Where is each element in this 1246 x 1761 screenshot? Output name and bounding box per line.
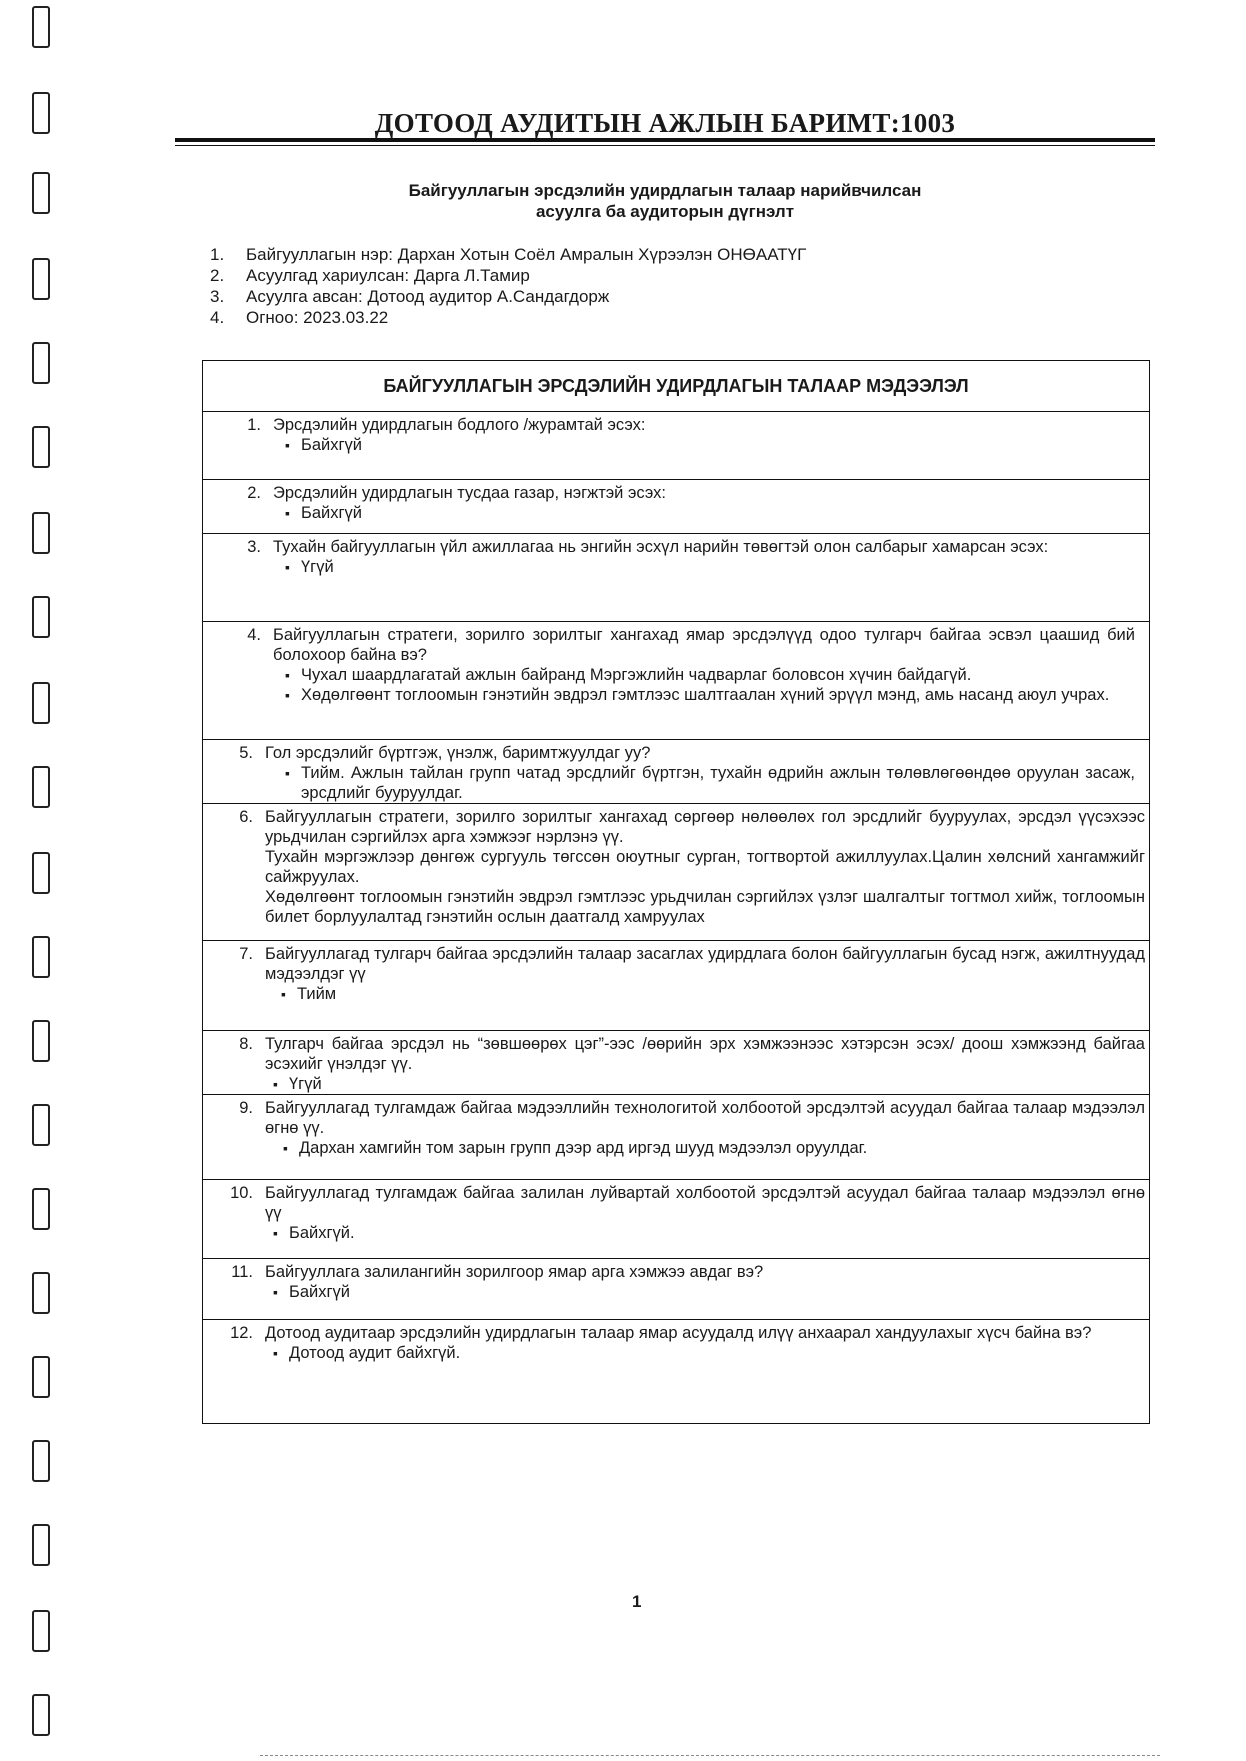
binder-holes [28, 0, 58, 1761]
question-number: 6. [239, 808, 253, 826]
info-item [210, 265, 806, 286]
document-subtitle [280, 180, 1050, 222]
info-list [210, 244, 806, 328]
questionnaire-table [202, 360, 1150, 1424]
question-number: 10. [230, 1184, 253, 1202]
question-number: 7. [239, 945, 253, 963]
table-row [203, 804, 1149, 941]
answer-bullet: ▪ Чухал шаардлагатай ажлын байранд Мэргэжлийн чадварлаг боловсон хүчин байдагүй. [285, 665, 1131, 685]
binder-hole [32, 1104, 50, 1146]
info-text: Огноо: 2023.03.22 [246, 308, 389, 327]
question-text: Байгууллагад тулгарч байгаа эрсдэлийн талаар засаглах удирдлага болон байгууллагын бусад нэгж, ажилтнуудад мэдээлдэг үү [265, 945, 1145, 983]
binder-hole [32, 596, 50, 638]
binder-hole [32, 1440, 50, 1482]
question-number: 4. [247, 626, 261, 644]
binder-hole [32, 1188, 50, 1230]
subtitle-line-1: Байгууллагын эрсдэлийн удирдлагын талаар нарийвчилсан [408, 181, 922, 200]
answer-note: Хөдөлгөөнт тоглоомын гэнэтийн эвдрэл гэмтлээс урьдчилан сэргийлэх үзлэг шалгалтыг тогтмол хийж, тоглоомын билет борлуулалтад гэнэтийн ослын даатгалд хамруулах [265, 888, 1145, 926]
table-row [203, 1180, 1149, 1259]
answer-bullet: ▪ Дотоод аудит байхгүй. [273, 1343, 1141, 1363]
table-row [203, 740, 1149, 804]
answer-bullet: ▪ Байхгүй [285, 503, 1131, 523]
binder-hole [32, 1272, 50, 1314]
answer-bullet: ▪ Тийм. Ажлын тайлан групп чатад эрсдлийг бүртгэн, тухайн өдрийн ажлын төлөвлөгөөндөө оруулан засаж, эрсдлийг бууруулдаг. [285, 763, 1135, 803]
answer-bullet: ▪ Байхгүй. [273, 1223, 1141, 1243]
question-number: 12. [230, 1324, 253, 1342]
question [247, 415, 1135, 435]
binder-hole [32, 682, 50, 724]
table-header: БАЙГУУЛЛАГЫН ЭРСДЭЛИЙН УДИРДЛАГЫН ТАЛААР МЭДЭЭЛЭЛ [203, 361, 1149, 412]
document-title: ДОТООД АУДИТЫН АЖЛЫН БАРИМТ:1003 [374, 108, 956, 138]
info-item [210, 244, 806, 265]
binder-hole [32, 1610, 50, 1652]
question-number: 1. [247, 416, 261, 434]
question [239, 944, 1145, 984]
binder-hole [32, 172, 50, 214]
info-item [210, 286, 806, 307]
answer-bullet: ▪ Хөдөлгөөнт тоглоомын гэнэтийн эвдрэл гэмтлээс шалтгаалан хүний эрүүл мэнд, амь насанд аюул учрах. [285, 685, 1131, 705]
binder-hole [32, 936, 50, 978]
question-number: 11. [231, 1263, 253, 1281]
table-row [203, 622, 1149, 740]
info-number: 2. [210, 266, 225, 285]
scan-edge-mark [260, 1755, 1160, 1756]
question-number: 5. [239, 744, 253, 762]
question-text: Эрсдэлийн удирдлагын тусдаа газар, нэгжтэй эсэх: [273, 484, 666, 502]
info-text: Байгууллагын нэр: Дархан Хотын Соёл Амралын Хүрээлэн ОНӨААТҮГ [246, 245, 807, 264]
table-row [203, 534, 1149, 622]
question-text: Байгууллага залилангийн зорилгоор ямар арга хэмжээ авдаг вэ? [265, 1263, 764, 1281]
binder-hole [32, 426, 50, 468]
question-text: Гол эрсдэлийг бүртгэж, үнэлж, баримтжуулдаг уу? [265, 744, 651, 762]
question [239, 1098, 1145, 1138]
subtitle-line-2: асуулга ба аудиторын дүгнэлт [535, 202, 795, 221]
info-text: Асуулга авсан: Дотоод аудитор А.Сандагдорж [246, 287, 610, 306]
binder-hole [32, 258, 50, 300]
answer-bullet: ▪ Байхгүй [285, 435, 1131, 455]
question [231, 1262, 1145, 1282]
binder-hole [32, 6, 50, 48]
table-row [203, 1031, 1149, 1095]
table-row [203, 941, 1149, 1031]
question-text: Байгууллагад тулгамдаж байгаа мэдээллийн технологитой холбоотой эрсдэлтэй асуудал байгаа талаар мэдээлэл өгнө үү. [265, 1099, 1145, 1137]
question-text: Байгууллагад тулгамдаж байгаа залилан луйвартай холбоотой эрсдэлтэй асуудал байгаа талаар мэдээлэл өгнө үү [265, 1184, 1145, 1222]
table-row [203, 480, 1149, 534]
question [239, 743, 1139, 763]
binder-hole [32, 342, 50, 384]
table-row [203, 1320, 1149, 1421]
binder-hole [32, 1524, 50, 1566]
question-text: Байгууллагын стратеги, зорилго зорилтыг хангахад ямар эрсдэлүүд одоо тулгарч байгаа эсвэл цаашид бий болохоор байна вэ? [273, 626, 1135, 664]
question [230, 1323, 1145, 1343]
question-number: 9. [239, 1099, 253, 1117]
binder-hole [32, 1694, 50, 1736]
question [247, 537, 1135, 557]
page-number: 1 [632, 1592, 642, 1611]
answer-bullet: ▪ Үгүй [285, 557, 1131, 577]
title-rule [175, 138, 1155, 142]
binder-hole [32, 1356, 50, 1398]
table-row [203, 1095, 1149, 1180]
binder-hole [32, 92, 50, 134]
binder-hole [32, 766, 50, 808]
table-row [203, 1259, 1149, 1320]
info-number: 3. [210, 287, 225, 306]
question-number: 8. [239, 1035, 253, 1053]
answer-bullet: ▪ Дархан хамгийн том зарын групп дээр ард иргэд шууд мэдээлэл оруулдаг. [283, 1138, 1141, 1158]
answer-note: Тухайн мэргэжлээр дөнгөж сургууль төгссөн оюутныг сурган, тогтвортой ажиллуулах.Цалин хөлсний хангамжийг сайжруулах. [265, 848, 1145, 886]
question-text: Байгууллагын стратеги, зорилго зорилтыг хангахад сөргөөр нөлөөлөх гол эрсдлийг бууруулах, эрсдэл үүсэхээс урьдчилан сэргийлэх арга хэмжээг нэрлэнэ үү. [265, 808, 1145, 846]
info-number: 4. [210, 308, 225, 327]
answer-bullet: ▪ Тийм [281, 984, 1141, 1004]
question-text: Эрсдэлийн удирдлагын бодлого /журамтай эсэх: [273, 416, 646, 434]
info-item [210, 307, 806, 328]
binder-hole [32, 1020, 50, 1062]
answer-bullet: ▪ Байхгүй [273, 1282, 1141, 1302]
question-text: Дотоод аудитаар эрсдэлийн удирдлагын талаар ямар асуудалд илүү анхаарал хандуулахыг хүсч байна вэ? [265, 1324, 1092, 1342]
question [247, 483, 1135, 503]
question-text: Тулгарч байгаа эрсдэл нь “зөвшөөрөх цэг”-ээс /өөрийн эрх хэмжээнээс хэтэрсэн эсэх/ доош хэмжээнд байгаа эсэхийг үнэлдэг үү. [265, 1035, 1145, 1073]
table-row [203, 412, 1149, 480]
info-text: Асуулгад хариулсан: Дарга Л.Тамир [246, 266, 530, 285]
question-text: Тухайн байгууллагын үйл ажиллагаа нь энгийн эсхүл нарийн төвөгтэй олон салбарыг хамарсан эсэх: [273, 538, 1049, 556]
question-number: 3. [247, 538, 261, 556]
question [247, 625, 1135, 665]
answer-bullet: ▪ Үгүй [273, 1074, 1141, 1094]
info-number: 1. [210, 245, 225, 264]
question [239, 807, 1145, 847]
question-number: 2. [247, 484, 261, 502]
question [230, 1183, 1145, 1223]
question [239, 1034, 1145, 1074]
title-rule-thin [175, 145, 1155, 146]
binder-hole [32, 852, 50, 894]
binder-hole [32, 512, 50, 554]
